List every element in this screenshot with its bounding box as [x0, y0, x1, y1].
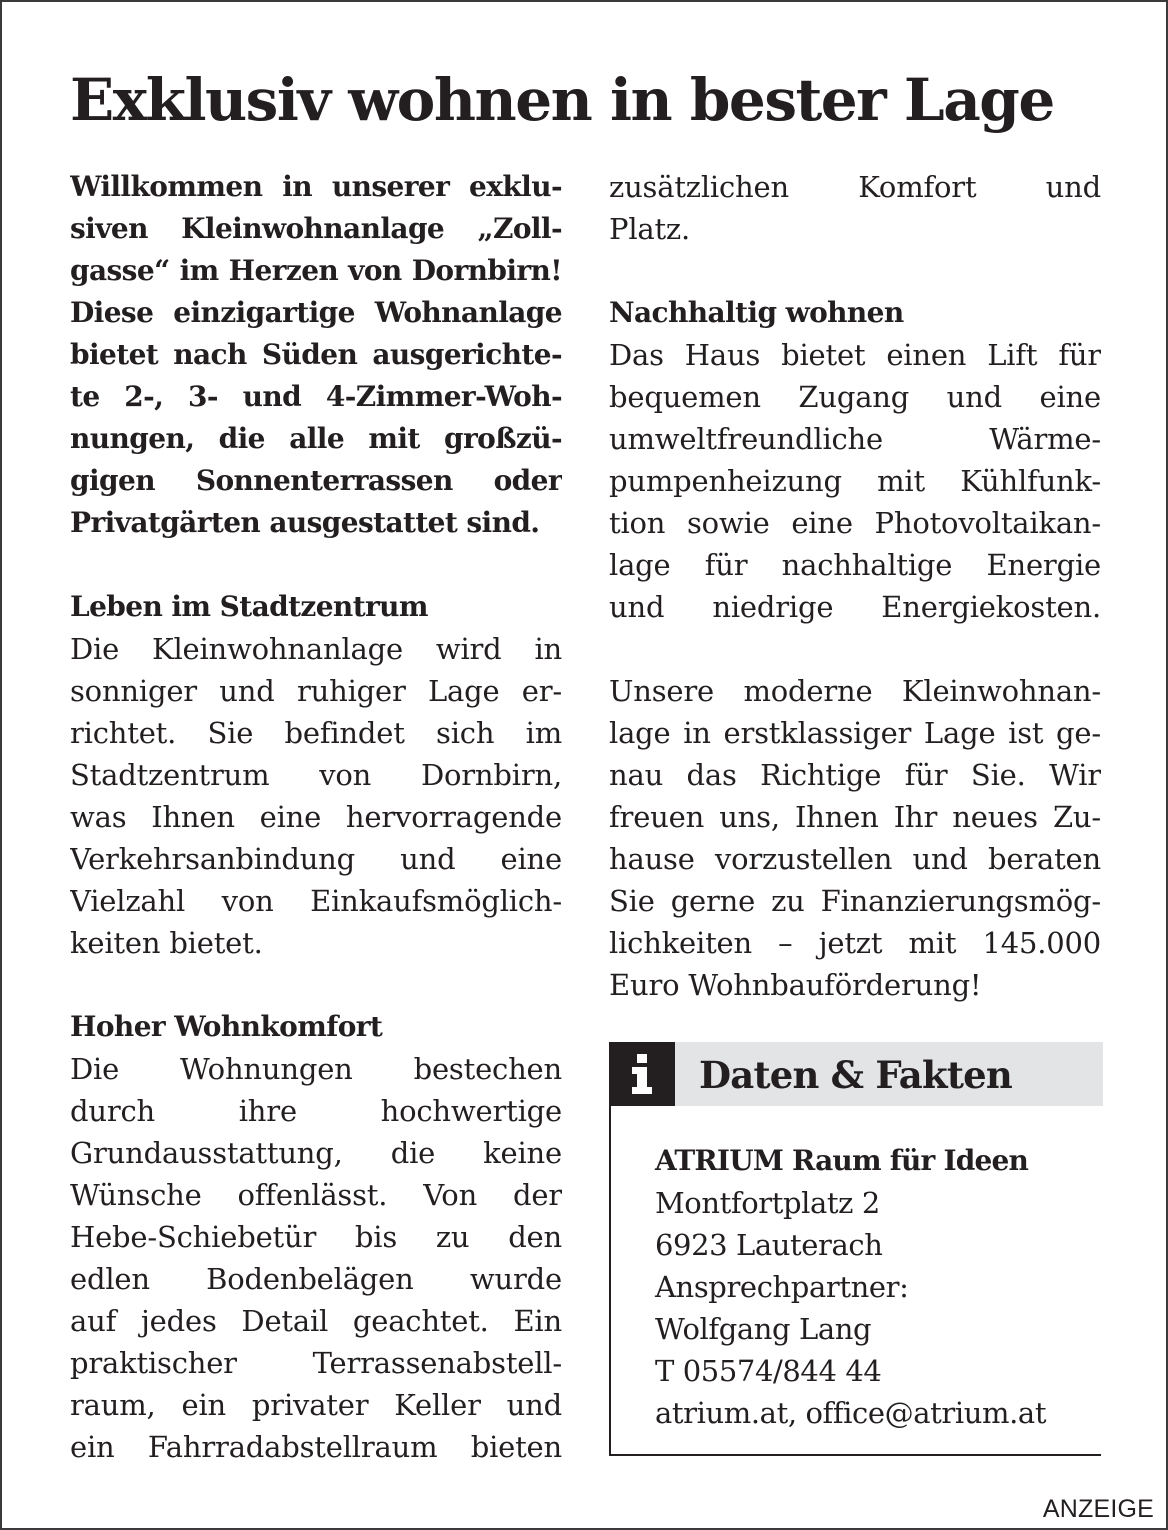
section-nachhaltig: [609, 292, 1101, 628]
body-line: lage in erstklassiger Lage ist ge-: [609, 716, 1101, 750]
body-line: Die Kleinwohnanlage wird in: [70, 632, 562, 666]
body-line: und niedrige Energiekosten.: [609, 590, 1101, 624]
paragraph-gap: [609, 628, 1101, 670]
body-line: sonniger und ruhiger Lage er-: [70, 674, 562, 708]
body-line: Vielzahl von Einkaufsmöglich-: [70, 884, 562, 918]
section-heading: Leben im Stadtzentrum: [70, 590, 428, 623]
intro-line: siven Kleinwohnanlage „Zoll-: [70, 212, 562, 245]
ad-label: ANZEIGE: [1042, 1495, 1154, 1523]
body-line: tion sowie eine Photovoltaikan-: [609, 506, 1101, 540]
section-heading: Nachhaltig wohnen: [609, 296, 904, 329]
body-line: Euro Wohnbauförderung!: [609, 968, 982, 1002]
left-column: [70, 166, 562, 1468]
paragraph-gap: [70, 544, 562, 586]
body-line: lichkeiten – jetzt mit 145.000: [609, 926, 1101, 960]
headline: Exklusiv wohnen in bester Lage: [70, 66, 1054, 134]
facts-title: Daten & Fakten: [699, 1053, 1012, 1097]
phone-number: T 05574/844 44: [655, 1354, 882, 1388]
body-line: nau das Richtige für Sie. Wir: [609, 758, 1101, 792]
intro-line: te 2-, 3- und 4-Zimmer-Woh-: [70, 380, 562, 413]
body-line: Grundausstattung, die keine: [70, 1136, 562, 1170]
body-line: Die Wohnungen bestechen: [70, 1052, 562, 1086]
body-line: hause vorzustellen und beraten: [609, 842, 1101, 876]
body-line: Stadtzentrum von Dornbirn,: [70, 758, 562, 792]
body-line: was Ihnen eine hervorragende: [70, 800, 562, 834]
street-address: Montfortplatz 2: [655, 1186, 880, 1220]
section-stadtzentrum: [70, 586, 562, 964]
section-wohnkomfort-continued: [609, 166, 1101, 250]
facts-box: [609, 1042, 1101, 1456]
intro-paragraph: [70, 166, 562, 544]
intro-line: gigen Sonnenterrassen oder: [70, 464, 562, 497]
info-icon: [609, 1042, 675, 1106]
city-address: 6923 Lauterach: [655, 1228, 883, 1262]
intro-line: bietet nach Süden ausgerichte-: [70, 338, 562, 371]
body-line: Wünsche offenlässt. Von der: [70, 1178, 562, 1212]
contact-label: Ansprechpartner:: [655, 1270, 909, 1304]
body-line: ein Fahrradabstellraum bieten: [70, 1430, 562, 1464]
body-line: lage für nachhaltige Energie: [609, 548, 1101, 582]
contact-name: Wolfgang Lang: [655, 1312, 872, 1346]
body-line: keiten bietet.: [70, 926, 263, 960]
intro-line: Diese einzigartige Wohnanlage: [70, 296, 562, 329]
body-line: Das Haus bietet einen Lift für: [609, 338, 1101, 372]
body-line: richtet. Sie befindet sich im: [70, 716, 562, 750]
body-line: edlen Bodenbelägen wurde: [70, 1262, 562, 1296]
website-email-link[interactable]: atrium.at, office@atrium.at: [655, 1396, 1047, 1430]
body-line: Verkehrsanbindung und eine: [70, 842, 562, 876]
paragraph-gap: [609, 250, 1101, 292]
body-line: praktischer Terrassenabstell-: [70, 1346, 562, 1380]
company-name: ATRIUM Raum für Ideen: [655, 1144, 1029, 1177]
body-line: freuen uns, Ihnen Ihr neues Zu-: [609, 800, 1101, 834]
body-line: zusätzlichen Komfort und: [609, 170, 1101, 204]
body-line: Unsere moderne Kleinwohnan-: [609, 674, 1101, 708]
section-wohnkomfort: [70, 1006, 562, 1468]
intro-line: nungen, die alle mit großzü-: [70, 422, 562, 455]
paragraph-gap: [70, 964, 562, 1006]
section-heading: Hoher Wohnkomfort: [70, 1010, 383, 1043]
body-line: pumpenheizung mit Kühlfunk-: [609, 464, 1101, 498]
facts-contact: [655, 1140, 1095, 1434]
body-line: Sie gerne zu Finanzierungsmög-: [609, 884, 1101, 918]
right-column: [609, 166, 1101, 1006]
body-line: bequemen Zugang und eine: [609, 380, 1101, 414]
facts-header: [609, 1042, 1103, 1106]
intro-line: gasse“ im Herzen von Dornbirn!: [70, 254, 562, 287]
body-line: Platz.: [609, 212, 691, 246]
section-closing: [609, 670, 1101, 1006]
body-line: umweltfreundliche Wärme-: [609, 422, 1101, 456]
body-line: raum, ein privater Keller und: [70, 1388, 562, 1422]
body-line: Hebe-Schiebetür bis zu den: [70, 1220, 562, 1254]
intro-line: Privatgärten ausgestattet sind.: [70, 506, 540, 539]
body-line: durch ihre hochwertige: [70, 1094, 562, 1128]
body-line: auf jedes Detail geachtet. Ein: [70, 1304, 562, 1338]
intro-line: Willkommen in unserer exklu-: [70, 170, 562, 203]
